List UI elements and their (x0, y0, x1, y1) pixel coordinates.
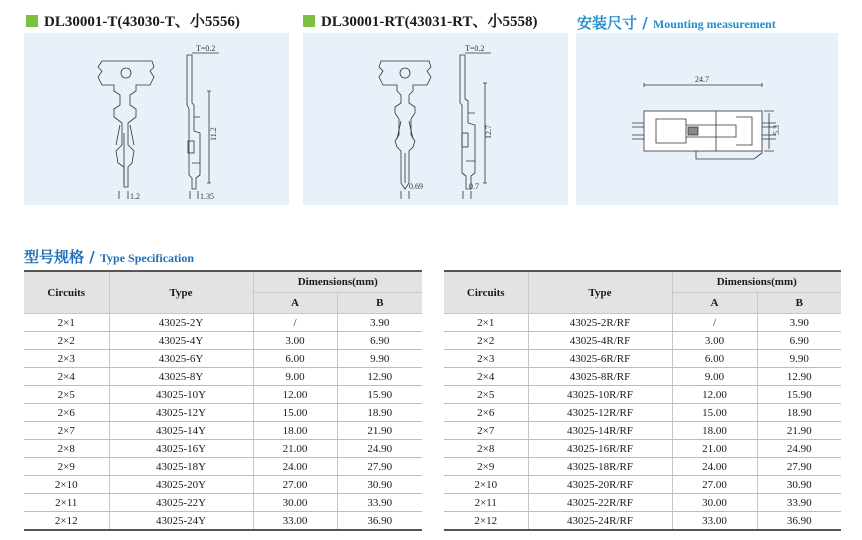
header-a: A (672, 293, 757, 314)
cell-dim-b: 24.90 (337, 440, 422, 458)
spec-table-r-body (444, 314, 841, 531)
cell-circuits: 2×10 (24, 476, 109, 494)
cell-dim-b: 27.90 (337, 458, 422, 476)
table-row (444, 314, 841, 332)
table-row (24, 440, 422, 458)
table-row (24, 350, 422, 368)
cell-dim-b: 18.90 (757, 404, 841, 422)
mounting-title: 安装尺寸 / Mounting measurement (577, 14, 776, 32)
cell-dim-b: 21.90 (337, 422, 422, 440)
type-spec-title: 型号规格 / Type Specification (24, 248, 195, 266)
cell-dim-b: 9.90 (757, 350, 841, 368)
cell-type: 43025-14R/RF (528, 422, 672, 440)
cell-type: 43025-18R/RF (528, 458, 672, 476)
cell-dim-a: 18.00 (672, 422, 757, 440)
cell-circuits: 2×9 (444, 458, 528, 476)
cell-circuits: 2×9 (24, 458, 109, 476)
cell-dim-a: 3.00 (253, 332, 337, 350)
cell-type: 43025-12Y (109, 404, 253, 422)
header-b: B (757, 293, 841, 314)
cell-circuits: 2×12 (444, 512, 528, 531)
header-b: B (337, 293, 422, 314)
cell-dim-b: 27.90 (757, 458, 841, 476)
cell-dim-a: 9.00 (253, 368, 337, 386)
green-square-icon (26, 15, 38, 27)
cell-circuits: 2×11 (24, 494, 109, 512)
cell-dim-a: 33.00 (672, 512, 757, 531)
cell-type: 43025-12R/RF (528, 404, 672, 422)
header-a: A (253, 293, 337, 314)
table-row (444, 440, 841, 458)
cell-type: 43025-16Y (109, 440, 253, 458)
cell-dim-a: 6.00 (253, 350, 337, 368)
cell-dim-a: / (672, 314, 757, 332)
cell-circuits: 2×2 (444, 332, 528, 350)
cell-dim-a: 6.00 (672, 350, 757, 368)
terminal-rt-svg (303, 33, 568, 205)
table-row (24, 494, 422, 512)
cell-type: 43025-4Y (109, 332, 253, 350)
cell-dim-a: 21.00 (253, 440, 337, 458)
cell-dim-b: 24.90 (757, 440, 841, 458)
cell-type: 43025-2Y (109, 314, 253, 332)
cell-dim-b: 21.90 (757, 422, 841, 440)
table-row (444, 512, 841, 531)
mounting-height-label: 5.3 (772, 125, 781, 135)
cell-dim-b: 12.90 (337, 368, 422, 386)
cell-dim-b: 6.90 (757, 332, 841, 350)
cell-dim-a: 12.00 (253, 386, 337, 404)
terminal-rt-title: DL30001-RT(43031-RT、小5558) (303, 10, 537, 31)
cell-dim-b: 36.90 (757, 512, 841, 531)
cell-dim-a: 9.00 (672, 368, 757, 386)
cell-type: 43025-4R/RF (528, 332, 672, 350)
t2-height-label: 12.7 (484, 125, 493, 139)
header-type: Type (528, 271, 672, 314)
table-row (24, 368, 422, 386)
cell-dim-a: 33.00 (253, 512, 337, 531)
table-row (444, 458, 841, 476)
cell-dim-a: / (253, 314, 337, 332)
cell-dim-a: 21.00 (672, 440, 757, 458)
cell-circuits: 2×6 (24, 404, 109, 422)
cell-circuits: 2×4 (444, 368, 528, 386)
terminal-t-drawing (24, 33, 289, 205)
table-row (444, 332, 841, 350)
table-row (24, 476, 422, 494)
spec-table-y-body (24, 314, 422, 531)
header-circuits: Circuits (24, 271, 109, 314)
t2-width1-label: 0.69 (409, 182, 423, 191)
table-row (24, 404, 422, 422)
cell-circuits: 2×11 (444, 494, 528, 512)
cell-dim-b: 3.90 (337, 314, 422, 332)
cell-dim-b: 33.90 (757, 494, 841, 512)
cell-circuits: 2×7 (24, 422, 109, 440)
cell-type: 43025-14Y (109, 422, 253, 440)
header-circuits: Circuits (444, 271, 528, 314)
cell-dim-b: 3.90 (757, 314, 841, 332)
cell-dim-b: 30.90 (757, 476, 841, 494)
t2-width2-label: 0.7 (469, 182, 479, 191)
table-row (24, 458, 422, 476)
mounting-svg (576, 33, 838, 205)
header-dimensions: Dimensions(mm) (253, 271, 422, 293)
cell-dim-b: 15.90 (757, 386, 841, 404)
cell-type: 43025-10Y (109, 386, 253, 404)
cell-dim-a: 30.00 (253, 494, 337, 512)
cell-type: 43025-24Y (109, 512, 253, 531)
cell-dim-a: 27.00 (253, 476, 337, 494)
cell-dim-b: 36.90 (337, 512, 422, 531)
table-row (444, 476, 841, 494)
spec-table-r (444, 270, 841, 531)
cell-dim-a: 27.00 (672, 476, 757, 494)
header-type: Type (109, 271, 253, 314)
table-row (444, 404, 841, 422)
cell-type: 43025-16R/RF (528, 440, 672, 458)
table-row (24, 386, 422, 404)
cell-type: 43025-18Y (109, 458, 253, 476)
cell-circuits: 2×2 (24, 332, 109, 350)
cell-circuits: 2×8 (444, 440, 528, 458)
cell-circuits: 2×4 (24, 368, 109, 386)
cell-type: 43025-2R/RF (528, 314, 672, 332)
cell-dim-a: 15.00 (253, 404, 337, 422)
cell-circuits: 2×8 (24, 440, 109, 458)
cell-dim-a: 30.00 (672, 494, 757, 512)
cell-dim-a: 3.00 (672, 332, 757, 350)
cell-type: 43025-20Y (109, 476, 253, 494)
cell-type: 43025-6Y (109, 350, 253, 368)
table-row (444, 494, 841, 512)
cell-dim-b: 33.90 (337, 494, 422, 512)
cell-circuits: 2×3 (444, 350, 528, 368)
cell-dim-a: 12.00 (672, 386, 757, 404)
cell-circuits: 2×1 (24, 314, 109, 332)
cell-type: 43025-22R/RF (528, 494, 672, 512)
terminal-t-title: DL30001-T(43030-T、小5556) (26, 10, 240, 31)
cell-dim-b: 15.90 (337, 386, 422, 404)
cell-dim-b: 6.90 (337, 332, 422, 350)
t1-width1-label: 1.2 (130, 192, 140, 201)
cell-circuits: 2×7 (444, 422, 528, 440)
cell-circuits: 2×10 (444, 476, 528, 494)
cell-type: 43025-10R/RF (528, 386, 672, 404)
table-row (24, 314, 422, 332)
t1-width2-label: 1.35 (200, 192, 214, 201)
terminal-rt-drawing (303, 33, 568, 205)
cell-dim-b: 9.90 (337, 350, 422, 368)
t1-thickness-label: T=0.2 (196, 44, 216, 53)
cell-circuits: 2×3 (24, 350, 109, 368)
cell-type: 43025-24R/RF (528, 512, 672, 531)
cell-dim-a: 24.00 (672, 458, 757, 476)
cell-dim-a: 18.00 (253, 422, 337, 440)
header-dimensions: Dimensions(mm) (672, 271, 841, 293)
cell-circuits: 2×5 (444, 386, 528, 404)
table-row (24, 512, 422, 531)
cell-circuits: 2×12 (24, 512, 109, 531)
table-row (444, 368, 841, 386)
cell-type: 43025-8R/RF (528, 368, 672, 386)
mounting-width-label: 24.7 (695, 75, 709, 84)
t1-height-label: 11.2 (209, 127, 218, 141)
table-row (444, 386, 841, 404)
table-row (444, 350, 841, 368)
cell-circuits: 2×1 (444, 314, 528, 332)
cell-dim-a: 15.00 (672, 404, 757, 422)
t2-thickness-label: T=0.2 (465, 44, 485, 53)
table-row (24, 422, 422, 440)
cell-dim-b: 12.90 (757, 368, 841, 386)
mounting-drawing (576, 33, 838, 205)
cell-dim-a: 24.00 (253, 458, 337, 476)
cell-dim-b: 30.90 (337, 476, 422, 494)
spec-table-y (24, 270, 422, 531)
cell-type: 43025-20R/RF (528, 476, 672, 494)
cell-type: 43025-22Y (109, 494, 253, 512)
cell-type: 43025-8Y (109, 368, 253, 386)
table-row (444, 422, 841, 440)
green-square-icon (303, 15, 315, 27)
cell-circuits: 2×5 (24, 386, 109, 404)
cell-type: 43025-6R/RF (528, 350, 672, 368)
cell-dim-b: 18.90 (337, 404, 422, 422)
cell-circuits: 2×6 (444, 404, 528, 422)
terminal-t-svg (24, 33, 289, 205)
table-row (24, 332, 422, 350)
